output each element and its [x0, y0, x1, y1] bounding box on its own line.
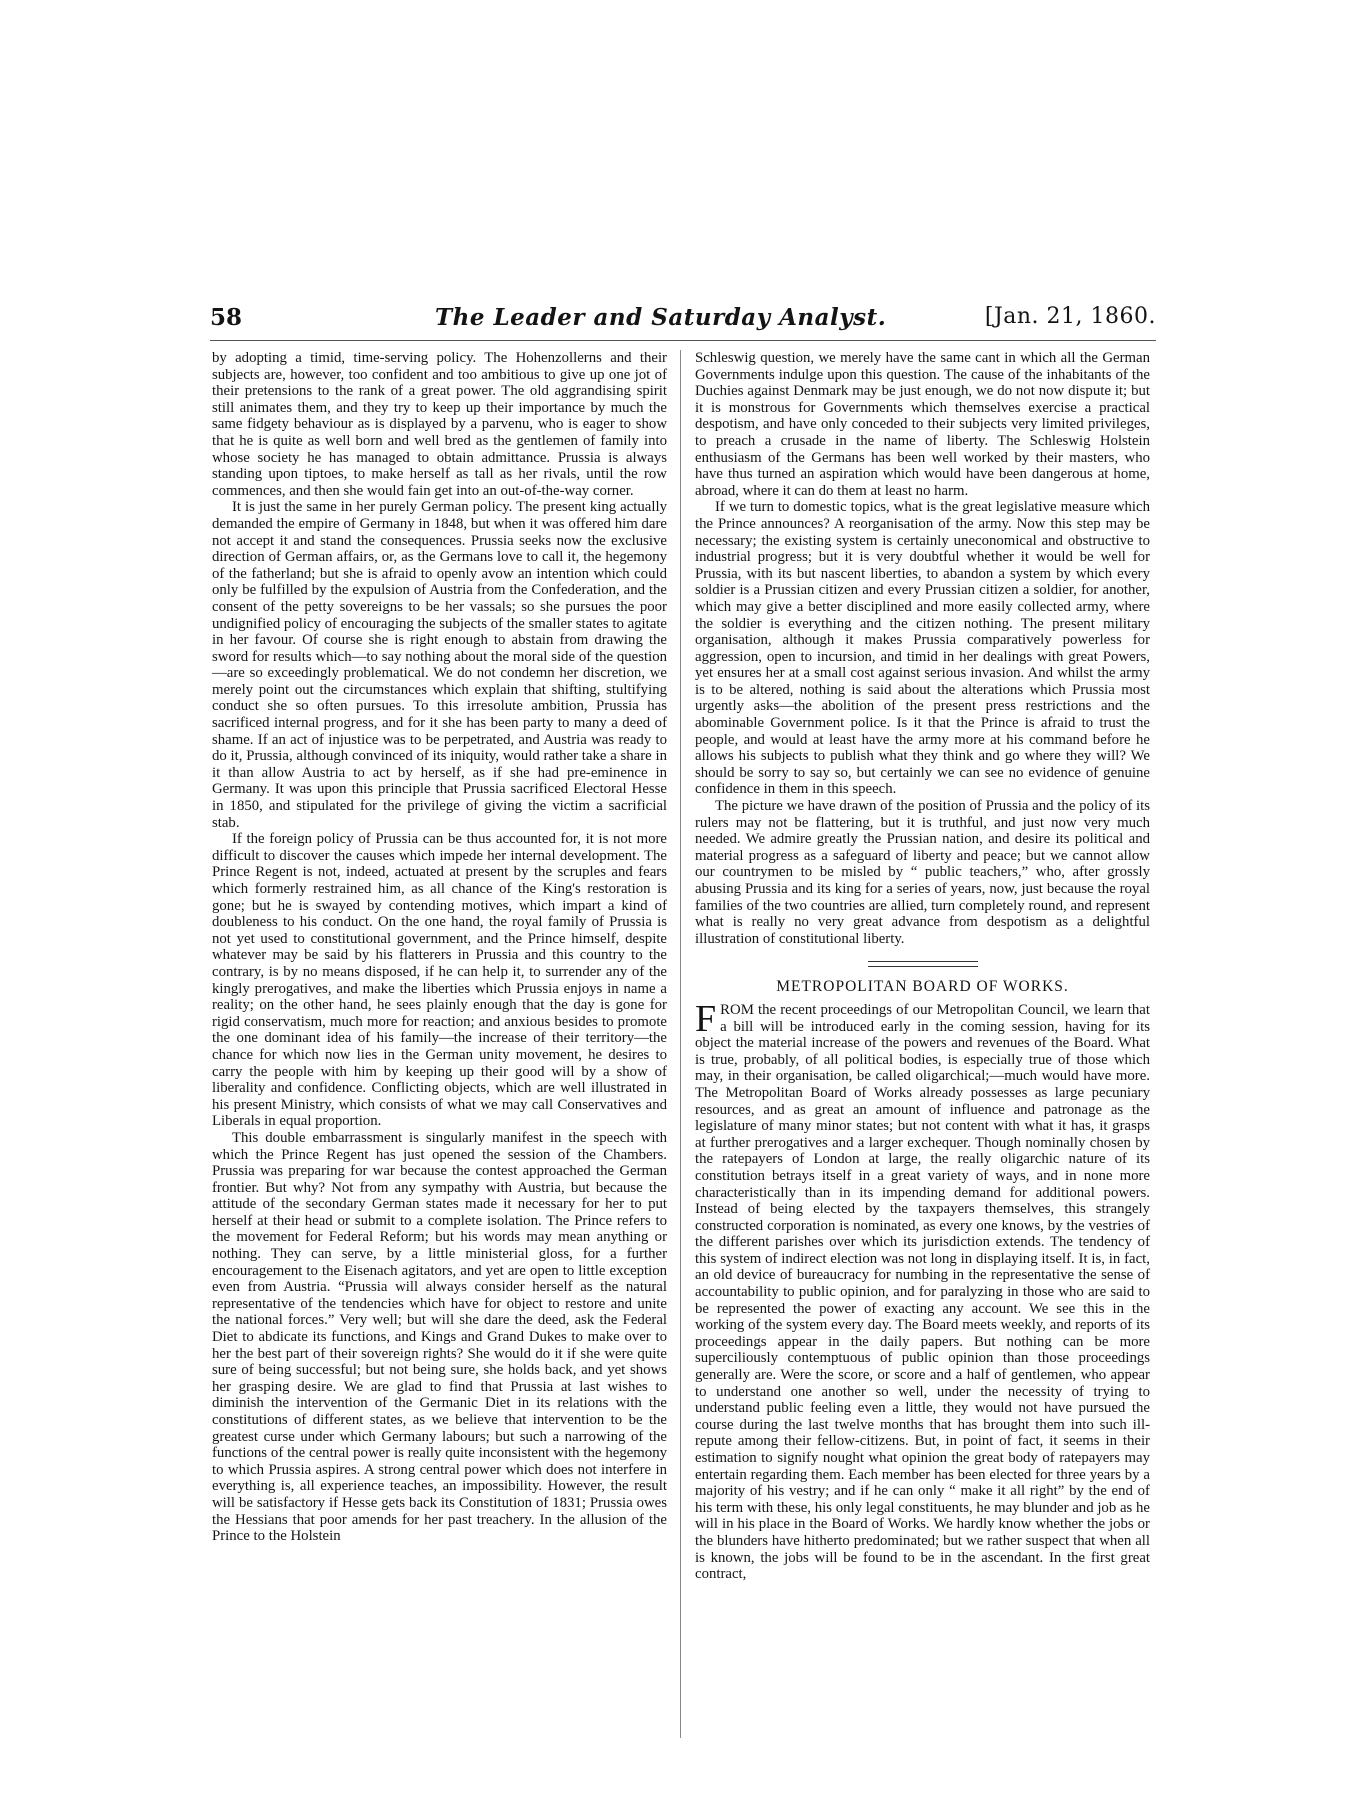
page-number: 58 [210, 304, 243, 331]
paragraph: by adopting a timid, time-serving policy. The Hohenzollerns and their subjects are, however, too confident and too ambitious to give up one jot of their pretensions to the rank of a great power. The old aggrandising spirit still animates them, and they try to keep up their importance by much the same fidgety behaviour as is displayed by a parvenu, who is eager to show that he is quite as well born and well bred as the gentlemen of family into whose society he has managed to obtain admittance. Prussia is always standing upon tiptoes, to make herself as tall as her rivals, until the row commences, and then she would fain get into an out-of-the-way corner. [212, 350, 667, 499]
masthead: The Leader and Saturday Analyst. [435, 304, 887, 331]
issue-date: [Jan. 21, 1860. [984, 304, 1156, 329]
paragraph: It is just the same in her purely German policy. The present king actually demanded the empire of Germany in 1848, but when it was offered him dare not accept it and stand the consequences. Prussia seeks now the exclusive direction of German affairs, or, as the Germans love to call it, the hegemony of the fatherland; but she is afraid to openly avow an intention which could only be fulfilled by the expulsion of Austria from the Confederation, and the consent of the petty sovereigns to be her vassals; so she pursues the poor undignified policy of encouraging the subjects of the smaller states to agitate in her favour. Of course she is right enough to abstain from drawing the sword for results which—to say nothing about the moral side of the question—are so exceedingly problematical. We do not condemn her discretion, we merely point out the circumstances which explain that shifting, stultifying conduct she so often pursues. To this irresolute ambition, Prussia has sacrificed internal progress, and for it she has been party to many a deed of shame. If an act of injustice was to be perpetrated, and Austria was ready to do it, Prussia, although convinced of its iniquity, would rather take a share in it than allow Austria to act by herself, as if she had pre-eminence in Germany. It was upon this principle that Prussia sacrificed Electoral Hesse in 1850, and stipulated for the privilege of giving the victim a sacrificial stab. [212, 499, 667, 831]
header-rule [210, 340, 1156, 341]
left-column [212, 350, 667, 1545]
paragraph: The picture we have drawn of the position of Prussia and the policy of its rulers may not be flattering, but it is truthful, and just now very much needed. We admire greatly the Prussian nation, and desire its political and material progress as a safeguard of liberty and peace; but we cannot allow our countrymen to be misled by “ public teachers,” who, after grossly abusing Prussia and its king for a series of years, now, just because the royal families of the two countries are allied, turn completely round, and represent what is really no very great advance from despotism as a delightful illustration of constitutional liberty. [695, 798, 1150, 947]
paragraph: If the foreign policy of Prussia can be thus accounted for, it is not more difficult to discover the causes which impede her internal development. The Prince Regent is not, indeed, actuated at present by the scruples and fears which formerly restrained him, as all chance of the King's restoration is gone; but he is swayed by contending motives, which impart a kind of doubleness to his conduct. On the one hand, the royal family of Prussia is not yet used to constitutional government, and the Prince himself, despite whatever may be said by his flatterers in Prussia and this country to the contrary, is by no means disposed, if he can help it, to surrender any of the kingly prerogatives, and make the liberties which Prussia enjoys in name a reality; on the other hand, he sees plainly enough that the day is gone for rigid conservatism, much more for reaction; and anxious besides to promote the one dominant idea of his family—the increase of their territory—the chance for which now lies in the German unity movement, he desires to carry the people with him by keeping up their good will by a show of liberality and confidence. Conflicting objects, which are well illustrated in his present Ministry, which consists of what we may call Conservatives and Liberals in equal proportion. [212, 831, 667, 1130]
section-text: ROM the recent proceedings of our Metropolitan Council, we learn that a bill will be introduced early in the coming session, having for its object the material increase of the powers and revenues of the Board. What is true, probably, of all political bodies, is especially true of those which may, in their organisation, be called oligarchical;—much would have more. The Metropolitan Board of Works already possesses as large pecuniary resources, and as great an amount of influence and patronage as the legislature of many minor states; but not content with what it has, it grasps at further prerogatives and a larger exchequer. Though nominally chosen by the ratepayers of London at large, the really oligarchic nature of its constitution betrays itself in a great variety of ways, and in none more characteristically than in its impending demand for additional powers. Instead of being elected by the taxpayers themselves, this strangely constructed corporation is nominated, as every one knows, by the vestries of the different parishes over which its jurisdiction extends. The tendency of this system of indirect election was not long in displaying itself. It is, in fact, an old device of bureaucracy for numbing in the representative the sense of accountability to public opinion, and for paralyzing in those who are said to be represented the power of exacting any account. We see this in the working of the system every day. The Board meets weekly, and reports of its proceedings appear in the daily papers. But nothing can be more superciliously contemptuous of public opinion than those proceedings generally are. Were the score, or score and a half of gentlemen, who appear to understand one another so well, under the necessity of trying to understand public feeling even a little, they would not have pursued the course during the last twelve months that has brought them into such ill-repute among their fellow-citizens. But, in point of fact, it seems in their estimation to signify nought what opinion the great body of ratepayers may entertain regarding them. Each member has been elected for three years by a majority of his vestry; and if he can only “ make it all right” by the end of his term with these, his only legal constituents, he may blunder and job as he will in his place in the Board of Works. We hardly know whether the jobs or the blunders have hitherto predominated; but we rather suspect that when all is known, the jobs will be found to be in the ascendant. In the first great contract, [695, 1001, 1150, 1583]
paragraph: Schleswig question, we merely have the same cant in which all the German Governments indulge upon this question. The cause of the inhabitants of the Duchies against Denmark may be just enough, we do not now dispute it; but it is monstrous for Governments which themselves exercise a practical despotism, and have only conceded to their subjects very limited privileges, to preach a crusade in the name of liberty. The Schleswig Holstein enthusiasm of the Germans has been well worked by their masters, who have thus turned an aspiration which would have been dangerous at home, abroad, where it can do them at least no harm. [695, 350, 1150, 499]
paragraph: This double embarrassment is singularly manifest in the speech with which the Prince Regent has just opened the session of the Chambers. Prussia was preparing for war because the contest approached the German frontier. But why? Not from any sympathy with Austria, but because the attitude of the secondary German states made it necessary for her to put herself at their head or submit to a complete isolation. The Prince refers to the movement for Federal Reform; but his words may mean anything or nothing. They can serve, by a little ministerial gloss, for a further encouragement to the Eisenach agitators, and yet are open to little exception even from Austria. “Prussia will always consider herself as the natural representative of the tendencies which have for object to restore and unite the national forces.” Very well; but will she dare the deed, ask the Federal Diet to abdicate its functions, and Kings and Grand Dukes to make over to her the best part of their sovereign rights? She would do it if she were quite sure of being successful; but not being sure, she holds back, and yet shows her grasping desire. We are glad to find that Prussia at last wishes to diminish the intervention of the Germanic Diet in its relations with the constitutions of different states, as we believe that intervention to be the greatest curse under which Germany labours; but such a narrowing of the functions of the central power is really quite inconsistent with the hegemony to which Prussia aspires. A strong central power which does not interfere in everything is, all experience teaches, an impossibility. However, the result will be satisfactory if Hesse gets back its Constitution of 1831; Prussia owes the Hessians that poor amends for her past treachery. In the allusion of the Prince to the Holstein [212, 1129, 667, 1545]
section-divider [868, 961, 978, 967]
right-column [695, 350, 1150, 1583]
column-rule [680, 350, 681, 1738]
section-body [695, 997, 1150, 1583]
paragraph: If we turn to domestic topics, what is the great legislative measure which the Prince announces? A reorganisation of the army. Now this step may be necessary; the existing system is certainly uneconomical and obstructive to industrial progress; but it is very doubtful whether it would be well for Prussia, with its but nascent liberties, to abandon a system by which every soldier is a Prussian citizen and every Prussian citizen a soldier, for another, which may give a better disciplined and more easily collected army, where the soldier is everything and the citizen nothing. The present military organisation, although it makes Prussia comparatively powerless for aggression, open to incursion, and timid in her dealings with great Powers, yet ensures her at a small cost against serious invasion. And whilst the army is to be altered, nothing is said about the alterations which Prussia most urgently asks—the abolition of the present press restrictions and the abominable Government police. Is it that the Prince is afraid to trust the people, and would at least have the army more at his command before he allows his subjects to publish what they think and go where they will? We should be sorry to say so, but certainly we can see no evidence of genuine confidence in them in this speech. [695, 499, 1150, 798]
drop-cap: F [695, 997, 717, 1040]
section-title: METROPOLITAN BOARD OF WORKS. [776, 978, 1069, 996]
page-header [210, 304, 1156, 338]
